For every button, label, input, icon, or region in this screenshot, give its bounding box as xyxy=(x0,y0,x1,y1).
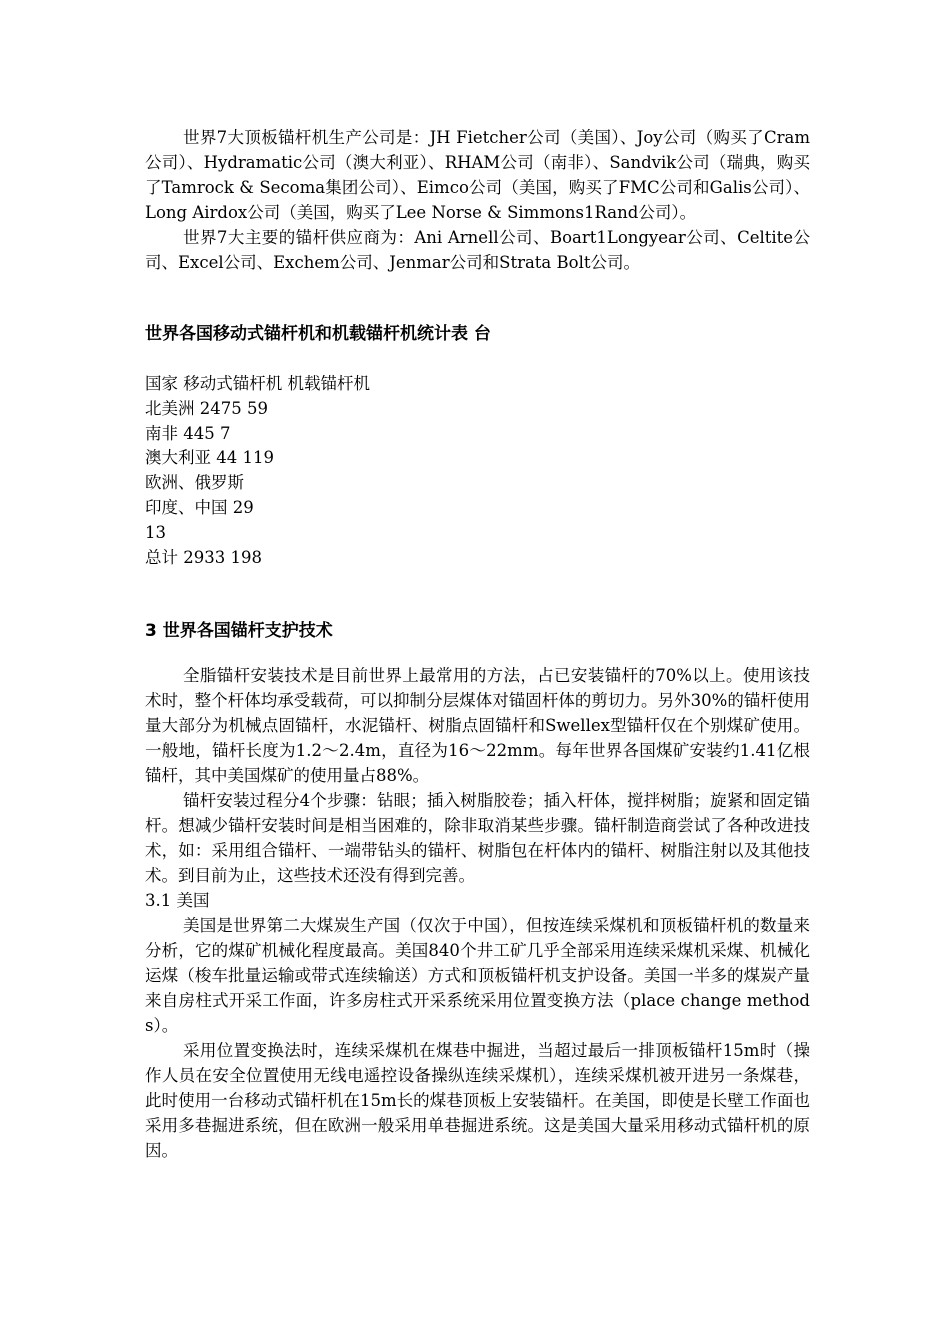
table-line: 国家 移动式锚杆机 机载锚杆机 xyxy=(145,374,370,393)
paragraph-place-change: 采用位置变换法时，连续采煤机在煤巷中掘进，当超过最后一排顶板锚杆15m时（操作人员在安全位置使用无线电遥控设备操纵连续采煤机），连续采煤机被开进另一条煤巷，此时使用一台移动式锚杆机在15m长的煤巷顶板上安装锚杆。在美国，即使是长壁工作面也采用多巷掘进系统，但在欧洲一般采用单巷掘进系统。这是美国大量采用移动式锚杆机的原因。 xyxy=(145,1041,810,1160)
paragraph-resin-bolting: 全脂锚杆安装技术是目前世界上最常用的方法，占已安装锚杆的70%以上。使用该技术时，整个杆体均承受载荷，可以抑制分层煤体对锚固杆体的剪切力。另外30%的锚杆使用量大部分为机械点固锚杆，水泥锚杆、树脂点固锚杆和Swellex型锚杆仅在个别煤矿使用。一般地，锚杆长度为1.2～2.4m，直径为16～22mm。每年世界各国煤矿安装约1.41亿根锚杆，其中美国煤矿的使用量占88%。 xyxy=(145,666,810,785)
table-line: 南非 445 7 xyxy=(145,423,231,443)
section-heading: 3 世界各国锚杆支护技术 xyxy=(145,621,333,641)
table-line: 北美洲 2475 59 xyxy=(145,398,268,418)
table-line: 澳大利亚 44 119 xyxy=(145,448,274,468)
subsection-heading: 3.1 美国 xyxy=(145,891,210,910)
table-title-text: 世界各国移动式锚杆机和机载锚杆机统计表 台 xyxy=(145,324,491,344)
intro-paragraph-manufacturers: 世界7大顶板锚杆机生产公司是：JH Fietcher公司（美国）、Joy公司（购买了Cram公司）、Hydramatic公司（澳大利亚）、RHAM公司（南非）、Sandvik公司（瑞典，购买了Tamrock & Secoma集团公司）、Eimco公司（美国，购买了FMC公司和Galis公司）、Long Airdox公司（美国，购买了Lee Norse & Simmons1Rand公司）。 xyxy=(145,128,810,222)
table-line: 欧洲、俄罗斯 xyxy=(145,473,244,493)
paragraph-usa-mechanization: 美国是世界第二大煤炭生产国（仅次于中国），但按连续采煤机和顶板锚杆机的数量来分析，它的煤矿机械化程度最高。美国840个井工矿几乎全部采用连续采煤机采煤、机械化运煤（梭车批量运输或带式连续输送）方式和顶板锚杆机支护设备。美国一半多的煤炭产量来自房柱式开采工作面，许多房柱式开采系统采用位置变换方法（place change methods）。 xyxy=(145,916,810,1035)
paragraph-installation-steps: 锚杆安装过程分4个步骤：钻眼；插入树脂胶卷；插入杆体，搅拌树脂；旋紧和固定锚杆。想减少锚杆安装时间是相当困难的，除非取消某些步骤。锚杆制造商尝试了各种改进技术，如：采用组合锚杆、一端带钻头的锚杆、树脂包在杆体内的锚杆、树脂注射以及其他技术。到目前为止，这些技术还没有得到完善。 xyxy=(145,791,810,885)
table-line: 印度、中国 29 xyxy=(145,497,254,517)
table-line: 13 xyxy=(145,522,166,542)
statistics-table xyxy=(145,372,810,570)
intro-section xyxy=(145,125,810,275)
table-title xyxy=(145,322,810,347)
table-line: 总计 2933 198 xyxy=(145,547,262,567)
intro-paragraph-suppliers: 世界7大主要的锚杆供应商为：Ani Arnell公司、Boart1Longyear公司、Celtite公司、Excel公司、Exchem公司、Jenmar公司和Strata Bolt公司。 xyxy=(145,228,810,272)
section-3-body xyxy=(145,663,810,1163)
section-3 xyxy=(145,619,810,644)
